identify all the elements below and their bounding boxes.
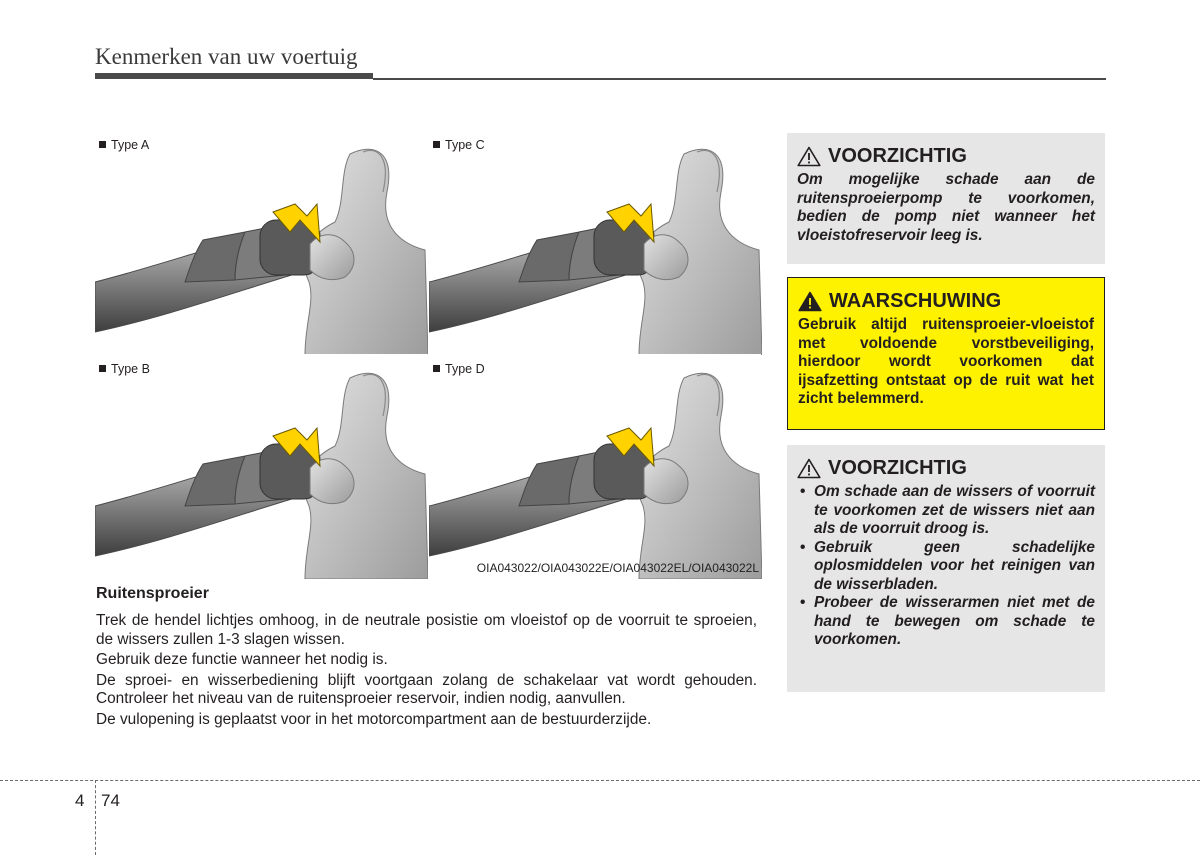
header-rule-thin (373, 78, 1106, 80)
section-body (96, 612, 757, 731)
list-item: • Om schade aan de wissers of voorruit te voorkomen zet de wissers niet aan als de voorruit droog is. (797, 483, 1095, 539)
footer-divider (95, 780, 96, 855)
figure-panel-type-c (429, 132, 762, 355)
warning-box (787, 277, 1105, 430)
header-rule (95, 73, 373, 79)
warning-triangle-icon (798, 291, 822, 312)
page-header-title: Kenmerken van uw voertuig (95, 44, 358, 69)
panel-label: Type A (111, 138, 150, 152)
figure-panel-type-b (95, 356, 428, 579)
warning-title: WAARSCHUWING (829, 290, 1002, 312)
caution-title: VOORZICHTIG (828, 457, 967, 479)
body-paragraph: Gebruik deze functie wanneer het nodig is. (96, 651, 388, 668)
wiper-lever-illustration (95, 356, 428, 579)
caution-triangle-icon (797, 146, 821, 167)
caution-list (797, 483, 1095, 650)
panel-label: Type B (111, 362, 150, 376)
page-number: 74 (101, 791, 120, 810)
bullet-square-icon (433, 141, 440, 148)
body-paragraph: De vulopening is geplaatst voor in het motorcompartment aan de bestuurderzijde. (96, 710, 652, 728)
bullet-square-icon (99, 365, 106, 372)
list-item: • Gebruik geen schadelijke oplosmiddelen voor het reinigen van de wisserbladen. (797, 539, 1095, 595)
body-paragraph: Trek de hendel lichtjes omhoog, in de neutrale posistie om vloeistof op de voorruit te sproeien, de wissers zullen 1-3 slagen wissen. (96, 612, 757, 648)
bullet-square-icon (99, 141, 106, 148)
wiper-lever-illustration (95, 132, 428, 355)
caution-triangle-icon (797, 458, 821, 479)
body-paragraph: De sproei- en wisserbediening blijft voortgaan zolang de schakelaar vat wordt gehouden. Controleer het niveau van de ruitensproeier reservoir, indien nodig, aanvullen. (96, 671, 757, 707)
caution-title: VOORZICHTIG (828, 145, 967, 167)
panel-label: Type D (445, 362, 485, 376)
chapter-number: 4 (75, 791, 85, 810)
wiper-lever-illustration (429, 132, 762, 355)
figure-panel-type-d (429, 356, 762, 579)
bullet-square-icon (433, 365, 440, 372)
wiper-lever-illustration (429, 356, 762, 579)
panel-label: Type C (445, 138, 485, 152)
list-item: • Probeer de wisserarmen niet met de hand te bewegen om schade te voorkomen. (797, 594, 1095, 650)
caution-box (787, 133, 1105, 264)
caution-text: Om mogelijke schade aan de ruitensproeierpomp te voorkomen, bedien de pomp niet wanneer het vloeistofreservoir leeg is. (797, 171, 1095, 244)
footer-rule (0, 780, 1200, 781)
figure-code: OIA043022/OIA043022E/OIA043022EL/OIA043022L (476, 561, 759, 575)
figure-divider (95, 354, 761, 356)
section-heading: Ruitensproeier (96, 585, 209, 602)
caution-box (787, 445, 1105, 692)
warning-text: Gebruik altijd ruitensproeier-vloeistof met voldoende vorstbeveiliging, hierdoor wordt voorkomen dat ijsafzetting ontstaat op de ruit wat het zicht belemmerd. (798, 316, 1094, 407)
wiper-lever-figure (95, 132, 761, 578)
figure-panel-type-a (95, 132, 428, 355)
